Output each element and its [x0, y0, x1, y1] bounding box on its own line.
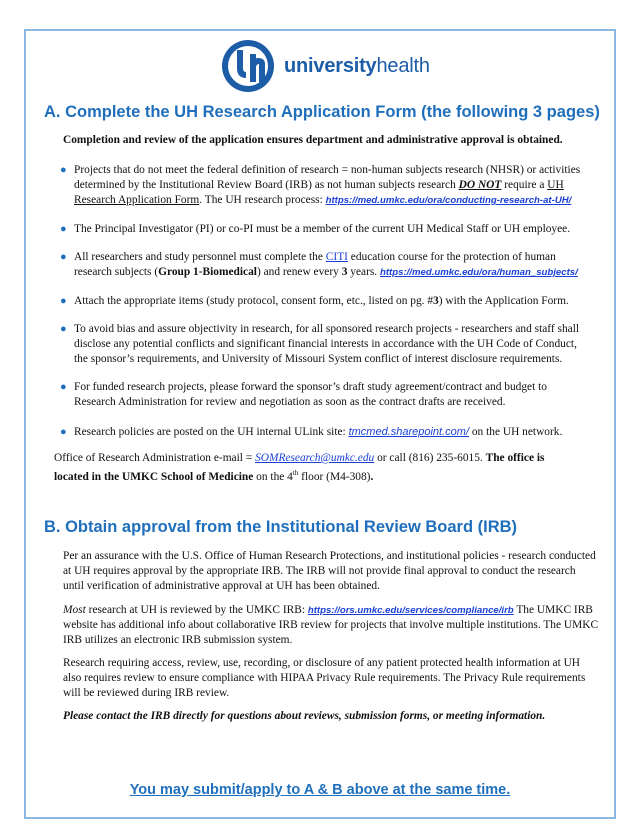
- section-a-bullets: [60, 294, 590, 309]
- section-a-bullets: [60, 380, 590, 410]
- application-form-link[interactable]: UH Research Application Form: [74, 179, 564, 206]
- brand-name: [284, 55, 430, 78]
- office-contact: Office of Research Administration e-mail = SOMResearch@umkc.edu or call (816) 235-6015. The office is located in the UMKC School of Medicine on the 4th floor (M4-308).: [54, 452, 545, 483]
- section-a-bullets: [60, 250, 590, 280]
- section-b-heading: B. Obtain approval from the Institutional Review Board (IRB): [44, 518, 518, 536]
- footer-note: You may submit/apply to A & B above at the same time.: [129, 782, 511, 798]
- bullet-icon: ●: [60, 323, 67, 335]
- list-item: ● To avoid bias and assure objectivity in research, for all sponsored research projects - researchers and staff shall disclose any potential conflicts and significant financial interests in accordance with the UH Code of Conduct, the sponsor’s requirements, and University of Missouri System conflict of interest disclosure requirements.: [60, 323, 580, 365]
- bullet-icon: ●: [60, 223, 67, 235]
- list-item: ● Research policies are posted on the UH internal ULink site: tmcmed.sharepoint.com/ on the UH network.: [60, 426, 563, 438]
- section-b-paragraph-3: Research requiring access, review, use, recording, or disclosure of any patient protected health information at UH also requires review to ensure compliance with HIPAA Privacy Rule requirements. The Privacy Rule requirements will be reviewed during IRB review.: [63, 657, 586, 699]
- section-b-paragraph-2: Most research at UH is reviewed by the UMKC IRB: https://ors.umkc.edu/services/compliance/irb The UMKC IRB website has additional info about collaborative IRB review for projects that involve multiple institutions. The UMKC IRB utilizes an electronic IRB submission system.: [63, 604, 599, 646]
- brand-light: health: [376, 54, 430, 77]
- list-item: ● For funded research projects, please forward the sponsor’s draft study agreement/contract and budget to Research Administration for review and negotiation as soon as the contract drafts are received.: [60, 381, 547, 408]
- human-subjects-link[interactable]: https://med.umkc.edu/ora/human_subjects/: [380, 267, 578, 278]
- logo-mark-text: uh: [248, 93, 249, 94]
- section-a-bullets: [60, 222, 590, 237]
- section-a-bullets: [60, 425, 590, 440]
- list-item: ● All researchers and study personnel must complete the CITI education course for the protection of human research subjects (Group 1-Biomedical) and renew every 3 years. https://med.umkc.edu/ora/human_subjects/: [60, 251, 578, 278]
- bullet-icon: ●: [60, 295, 67, 307]
- citi-link[interactable]: CITI: [325, 251, 348, 263]
- list-item: ● Attach the appropriate items (study protocol, consent form, etc., listed on pg. #3) with the Application Form.: [60, 295, 569, 307]
- bullet-icon: ●: [60, 426, 67, 438]
- section-a-bullets: [60, 163, 590, 208]
- list-item: ● The Principal Investigator (PI) or co-PI must be a member of the current UH Medical Staff or UH employee.: [60, 223, 571, 235]
- bullet-icon: ●: [60, 381, 67, 393]
- uh-logo-icon: [220, 38, 280, 94]
- bullet-icon: ●: [60, 251, 67, 263]
- research-process-link[interactable]: https://med.umkc.edu/ora/conducting-research-at-UH/: [325, 195, 572, 206]
- section-a-intro: Completion and review of the application ensures department and administrative approval is obtained.: [63, 134, 563, 146]
- ulink-site-link[interactable]: tmcmed.sharepoint.com/: [348, 426, 469, 438]
- section-a-bullets: [60, 322, 590, 367]
- section-a-heading: A. Complete the UH Research Application Form (the following 3 pages): [44, 103, 600, 121]
- umkc-irb-link[interactable]: https://ors.umkc.edu/services/compliance/irb: [307, 605, 514, 616]
- brand-bold: university: [284, 54, 377, 77]
- email-link[interactable]: SOMResearch@umkc.edu: [255, 452, 375, 464]
- section-b-paragraph-1: Per an assurance with the U.S. Office of Human Research Protections, and institutional policies - research conducted at UH requires approval by the appropriate IRB. The IRB will not provide final approval to conduct the research until verification of administrative approval at UH has been obtained.: [63, 550, 596, 592]
- bullet-icon: ●: [60, 164, 67, 176]
- section-b-paragraph-4: Please contact the IRB directly for questions about reviews, submission forms, or meeting information.: [63, 710, 546, 722]
- university-health-logo: [220, 38, 430, 94]
- list-item: ● Projects that do not meet the federal definition of research = non-human subjects research (NHSR) or activities determined by the Institutional Review Board (IRB) as not human subjects research DO NOT require a UH Research Application Form. The UH research process: https://med.umkc.edu/ora/conducting-research-at-UH/: [60, 164, 581, 206]
